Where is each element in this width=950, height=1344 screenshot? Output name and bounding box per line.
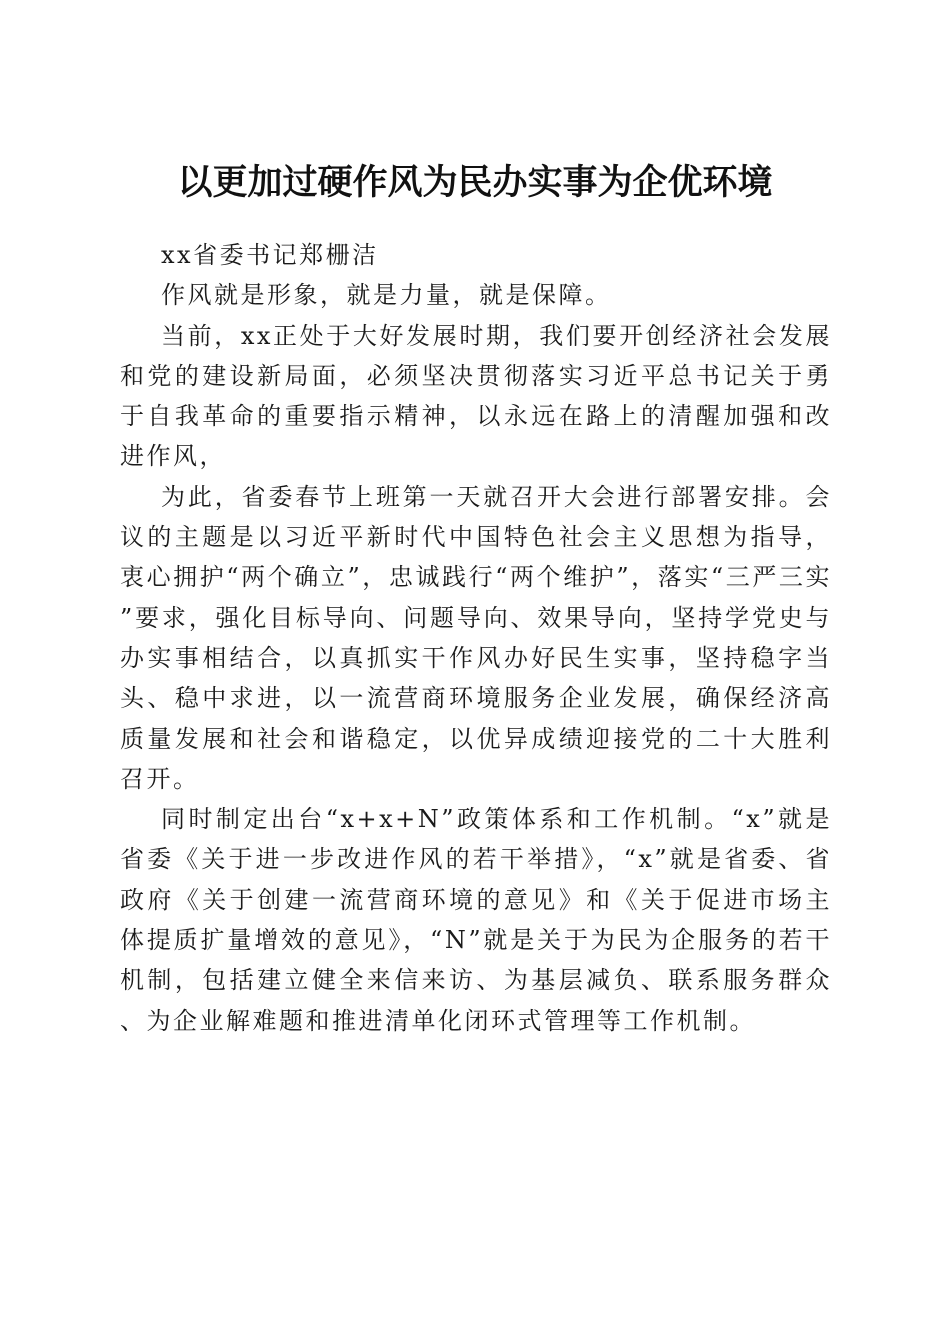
paragraph: 当前，xx正处于大好发展时期，我们要开创经济社会发展和党的建设新局面，必须坚决贯彻落实习近平总书记关于勇于自我革命的重要指示精神，以永远在路上的清醒加强和改进作风， xyxy=(120,321,832,471)
paragraph: 为此，省委春节上班第一天就召开大会进行部署安排。会议的主题是以习近平新时代中国特色社会主义思想为指导，衷心拥护“两个确立”，忠诚践行“两个维护”，落实“三严三实”要求，强化目标导向、问题导向、效果导向，坚持学党史与办实事相结合，以真抓实干作风办好民生实事，坚持稳字当头、稳中求进，以一流营商环境服务企业发展，确保经济高质量发展和社会和谐稳定，以优异成绩迎接党的二十大胜利召开。 xyxy=(120,482,832,793)
document-body xyxy=(120,235,832,1041)
document-title: 以更加过硬作风为民办实事为企优环境 xyxy=(177,162,773,204)
author-line: xx省委书记郑栅洁 xyxy=(161,241,379,269)
paragraph: 同时制定出台“x+x+N”政策体系和工作机制。“x”就是省委《关于进一步改进作风的若干举措》，“x”就是省委、省政府《关于创建一流营商环境的意见》和《关于促进市场主体提质扩量增效的意见》，“N”就是关于为民为企服务的若干机制，包括建立健全来信来访、为基层减负、联系服务群众、为企业解难题和推进清单化闭环式管理等工作机制。 xyxy=(120,805,832,1035)
paragraph: 作风就是形象，就是力量，就是保障。 xyxy=(161,281,612,310)
